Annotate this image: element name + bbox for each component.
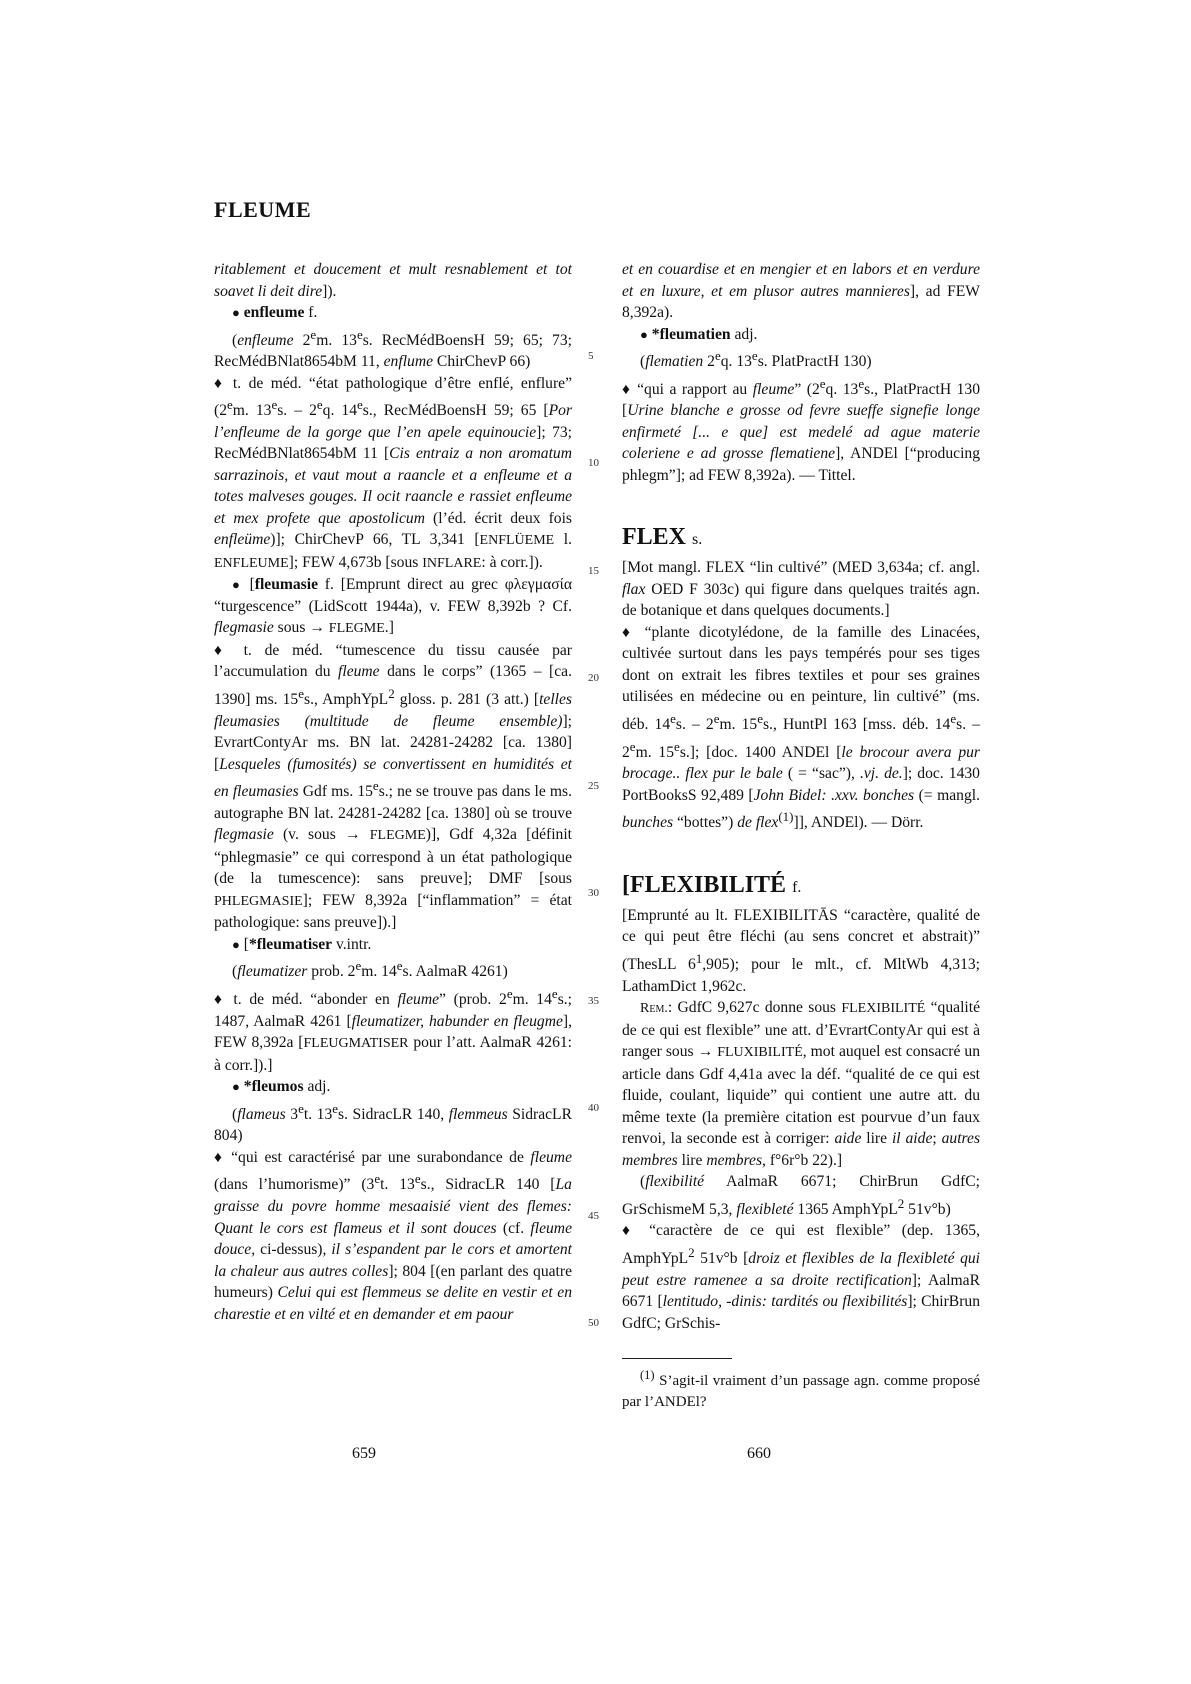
- paragraph: ♦ “qui a rapport au fleume” (2eq. 13es., PlatPractH 130 [Urine blanche e grosse od fevre sueffe signefie longe enfirmeté [... e que] est medelé ad ague materie coleriene e ad grosse flematiene], ANDEl [“producing phlegm”]; ad FEW 8,392a). — Tittel.: [622, 375, 981, 484]
- paragraph: (flexibilité AalmaR 6671; ChirBrun GdfC; GrSchismeM 5,3, flexibleté 1365 AmphYpL$^2$ 51v°b): [622, 1173, 980, 1218]
- paragraph: [Mot mangl. FLEX “lin cultivé” (MED 3,634a; cf. angl. flax OED F 303c) qui figure dans quelques traités agn. de botanique et dans quelques documents.]: [622, 559, 980, 620]
- line-number: 40: [588, 1102, 599, 1114]
- page-number-left: 659: [352, 1445, 376, 1462]
- line-number: 15: [588, 565, 599, 577]
- line-number: 30: [588, 887, 599, 899]
- footnote-rule: [622, 1358, 732, 1359]
- paragraph: ● [fleumasie f. [Emprunt direct au grec φλεγμασία “turgescence” (LidScott 1944a), v. FEW 8,392b ? Cf. flegmasie sous → FLEGME.]: [214, 576, 572, 637]
- running-header: FLEUME: [214, 197, 312, 222]
- line-number: 5: [588, 350, 594, 362]
- paragraph: (enfleume 2em. 13es. RecMédBoensH 59; 65; 73; RecMédBNlat8654bM 11, enflume ChirChevP 66): [214, 326, 572, 371]
- paragraph: ♦ “plante dicotylédone, de la famille des Linacées, cultivée surtout dans les pays tempérés pour ses tiges dont on extrait les fibres textiles et pour ses graines utilisées en médecine ou en peinture, lin cultivé” (ms. déb. 14es. – 2em. 15es., HuntPl 163 [mss. déb. 14es. – 2em. 15es.]; [doc. 1400 ANDEl [le brocour avera pur brocage.. flex pur le bale ( = “sac”), .vj. de.]; doc. 1430 PortBooksS 92,489 [John Bidel: .xxv. bonches (= mangl. bunches “bottes”) de flex$^{(1)}$]], ANDEl). — Dörr.: [622, 623, 980, 832]
- paragraph: ● enfleume f.: [232, 304, 318, 321]
- right-column: [622, 259, 980, 1413]
- paragraph: ● *fleumatien adj.: [640, 325, 758, 343]
- paragraph: (flematien 2eq. 13es. PlatPractH 130): [640, 348, 872, 371]
- paragraph: ♦ “caractère de ce qui est flexible” (dep. 1365, AmphYpL$^2$ 51v°b [droiz et flexibles de la flexibleté qui peut estre ramenee a sa droite rectification]; AalmaR 6671 [lentitudo, -dinis: tardités ou flexibilités]; ChirBrun GdfC; GrSchis-: [622, 1222, 981, 1332]
- paragraph: et en couardise et en mengier et en labors et en verdure et en luxure, et em plusor autres mannieres], ad FEW 8,392a).: [622, 261, 980, 321]
- paragraph: [Emprunté au lt. FLEXIBILITĀS “caractère, qualité de ce qui peut être fléchi (au sens concret et abstrait)” (ThesLL $6^1,905$); pour le mlt., cf. MltWb 4,313; LathamDict 1,962c.: [622, 906, 981, 995]
- paragraph: ● *fleumos adj.: [232, 1078, 331, 1096]
- paragraph: ♦ t. de méd. “abonder en fleume” (prob. 2em. 14es.; 1487, AalmaR 4261 [fleumatizer, habunder en fleugme], FEW 8,392a [FLEUGMATISER pour l’att. AalmaR 4261: à corr.]).]: [214, 985, 572, 1074]
- line-number: 45: [588, 1210, 599, 1222]
- paragraph: ritablement et doucement et mult resnablement et tot soavet li deit dire]).: [214, 261, 572, 300]
- line-number: 50: [588, 1317, 599, 1329]
- line-number: 10: [588, 457, 599, 469]
- paragraph: ● [*fleumatiser v.intr.: [232, 935, 372, 953]
- entry-headword: [FLEXIBILITÉ f.: [622, 871, 802, 898]
- left-column: [214, 259, 572, 1325]
- footnote: $^{(1)}$ S’agit-il vraiment d’un passage agn. comme proposé par l’ANDEl?: [622, 1368, 980, 1410]
- paragraph: ♦ t. de méd. “tumescence du tissu causée par l’accumulation du fleume dans le corps” (1365 – [ca. 1390] ms. 15es., AmphYpL$^2$ gloss. p. 281 (3 att.) [telles fleumasies (multitude de fleume ensemble)]; EvrartContyAr ms. BN lat. 24281-24282 [ca. 1380] [Lesqueles (fumosités) se convertissent en humidités et en fleumasies Gdf ms. 15es.; ne se trouve pas dans le ms. autographe BN lat. 24281-24282 [ca. 1380] où se trouve flegmasie (v. sous → FLEGME)], Gdf 4,32a [définit “phlegmasie” ce qui correspond à un état pathologique (de la tumescence): sans preuve]; DMF [sous PHLEGMASIE]; FEW 8,392a [“inflammation” = état pathologique: sans preuve]).]: [214, 641, 573, 932]
- paragraph: Rem.: GdfC 9,627c donne sous FLEXIBILITÉ “qualité de ce qui est flexible” une att. d’EvrartContyAr qui est à ranger sous → FLUXIBILITÉ, mot auquel est consacré un article dans Gdf 4,41a avec la déf. “qualité de ce qui est fluide, coulant, liquide” qui contient une autre att. du même texte (la première citation est pourvue d’un faux renvoi, la seconde est à corriger: aide lire il aide; autres membres lire membres, f°6r°b 22).]: [622, 999, 981, 1169]
- paragraph: (flameus 3et. 13es. SidracLR 140, flemmeus SidracLR 804): [214, 1100, 572, 1145]
- page-number-right: 660: [747, 1445, 771, 1462]
- line-number: 35: [588, 995, 599, 1007]
- paragraph: ♦ t. de méd. “état pathologique d’être enflé, enflure” (2em. 13es. – 2eq. 14es., RecMédBoensH 59; 65 [Por l’enfleume de la gorge que l’en apele equinoucie]; 73; RecMédBNlat8654bM 11 [Cis entraiz a non aromatum sarrazinois, et vaut mout a raancle et a enfleume et a totes malveses gouges. Il ocit raancle e rassiet enfleume et mex profete que apostolicum (l’éd. écrit deux fois enfleüme)]; ChirChevP 66, TL 3,341 [ENFLÜEME l. ENFLEUME]; FEW 4,673b [sous INFLARE: à corr.]).: [214, 374, 573, 571]
- line-number: 20: [588, 672, 599, 684]
- entry-headword: FLEX s.: [622, 524, 703, 551]
- paragraph: (fleumatizer prob. 2em. 14es. AalmaR 4261): [232, 958, 508, 981]
- paragraph: ♦ “qui est caractérisé par une surabondance de fleume (dans l’humorisme)” (3et. 13es., SidracLR 140 [La graisse du povre homme mesaaisié vient des flemes: Quant le cors est flameus et il sont douces (cf. fleume douce, ci-dessus), il s’espandent par le cors et amortent la chaleur aus autres colles]; 804 [(en parlant des quatre humeurs) Celui qui est flemmeus se delite en vestir et en charestie et en vilté et en demander et em paour: [214, 1148, 573, 1323]
- line-number: 25: [588, 780, 599, 792]
